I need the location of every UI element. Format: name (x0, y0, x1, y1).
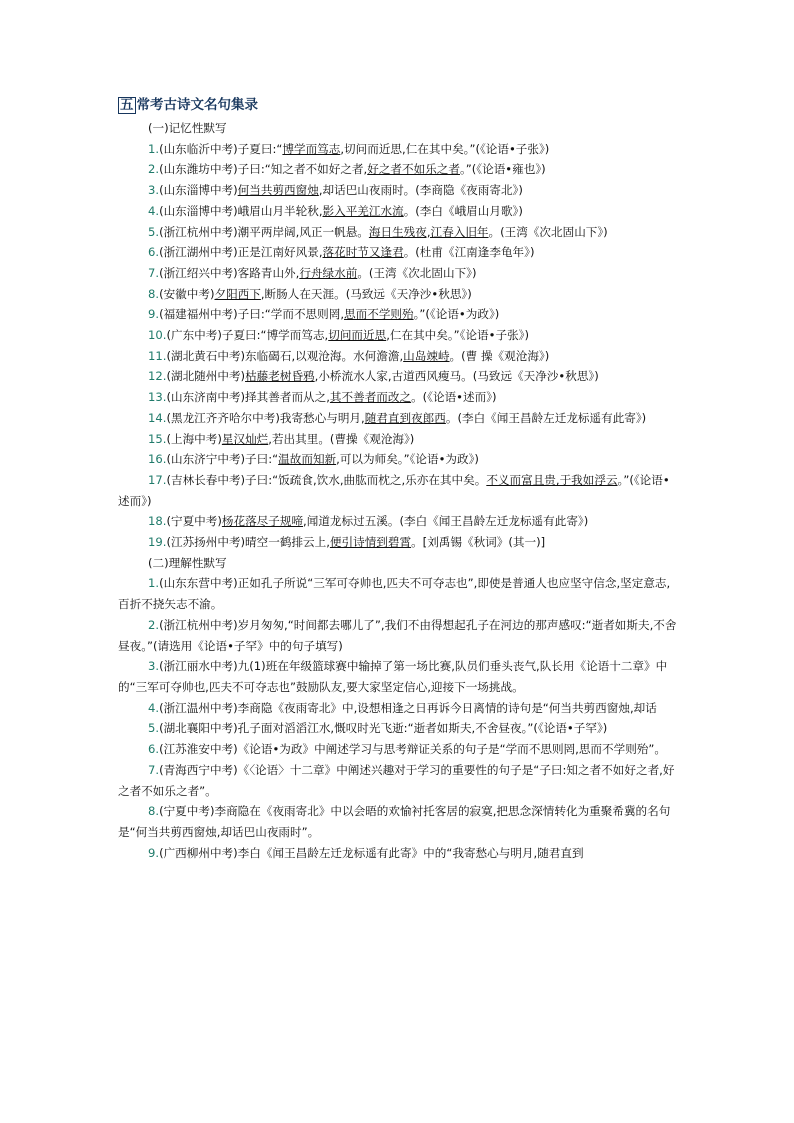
item-answer: 影入平羌江水流 (322, 203, 404, 218)
item-prompt: (湖北随州中考) (166, 369, 246, 384)
item-number: 19. (148, 535, 167, 550)
item-prompt: (山东潍坊中考)子曰:“知之者不如好之者, (159, 162, 368, 177)
understanding-item (118, 698, 680, 719)
item-answer: 好之者不如乐之者 (367, 162, 460, 177)
item-answer: 便引诗情到碧霄 (329, 535, 412, 550)
item-source: ,若出其里。(曹操《观沧海》) (268, 431, 415, 446)
item-answer: 何当共剪西窗烛 (237, 183, 319, 198)
page-title (118, 96, 680, 114)
title-text: 常考古诗文名句集录 (136, 97, 258, 113)
item-prompt: (山东淄博中考) (159, 183, 238, 198)
item-number: 4. (148, 203, 160, 218)
item-prompt: (山东临沂中考)子夏曰:“ (159, 141, 283, 156)
understanding-item (118, 843, 680, 864)
item-answer: 不义而富且贵,于我如浮云 (486, 472, 618, 487)
understanding-item (118, 801, 680, 842)
item-number: 12. (148, 369, 167, 384)
item-number: 2. (148, 162, 160, 177)
item-text: (江苏淮安中考)《论语•为政》中阐述学习与思考辩证关系的句子是“学而不思则罔,思而不学则殆”。 (159, 742, 666, 757)
item-source: ,断肠人在天涯。(马致远《天净沙•秋思》) (260, 286, 472, 301)
item-answer: 星汉灿烂 (221, 431, 269, 446)
item-answer: 随君直到夜郎西 (364, 410, 446, 425)
item-text: (青海西宁中考)《〈论语〉十二章》中阐述兴趣对于学习的重要性的句子是“子曰:知之者不如好之者,好之者不如乐之者”。 (118, 762, 675, 798)
item-number: 8. (148, 804, 160, 819)
item-source: ,小桥流水人家,古道西风瘦马。(马致远《天净沙•秋思》) (314, 369, 599, 384)
item-text: (湖北襄阳中考)孔子面对滔滔江水,慨叹时光飞逝:“逝者如斯夫,不舍昼夜。”(《论语•子罕》) (159, 721, 608, 736)
item-number: 2. (148, 617, 160, 632)
document-page (118, 96, 680, 863)
memory-item (118, 387, 680, 408)
understanding-item (118, 760, 680, 801)
item-number: 8. (148, 286, 160, 301)
memory-item (118, 284, 680, 305)
item-prompt: (湖北黄石中考)东临碣石,以观沧海。水何澹澹, (166, 348, 404, 363)
item-number: 1. (148, 141, 160, 156)
item-number: 9. (148, 845, 160, 860)
item-answer: 其不善者而改之 (329, 390, 412, 405)
understanding-item (118, 739, 680, 760)
item-answer: 切问而近思 (328, 328, 387, 343)
memory-item (118, 180, 680, 201)
item-prompt: (安徽中考) (159, 286, 215, 301)
item-prompt: (江苏扬州中考)晴空一鹤排云上, (166, 535, 330, 550)
item-source: 。”(《论语•为政》) (413, 307, 500, 322)
item-text: (浙江温州中考)李商隐《夜雨寄北》中,设想相逢之日再诉今日离情的诗句是“何当共剪西窗烛,却话 (159, 700, 657, 715)
memory-item (118, 366, 680, 387)
item-source: ,仁在其中矣。”《论语•子张》) (386, 328, 529, 343)
item-number: 4. (148, 700, 160, 715)
item-answer: 温故而知新 (278, 452, 337, 467)
item-prompt: (浙江杭州中考)潮平两岸阔,风正一帆悬。 (159, 224, 369, 239)
understanding-item (118, 573, 680, 614)
memory-item (118, 470, 680, 511)
memory-item (118, 429, 680, 450)
item-source: 。(李白《闻王昌龄左迁龙标遥有此寄》) (445, 410, 647, 425)
memory-item (118, 325, 680, 346)
memory-item (118, 222, 680, 243)
memory-item (118, 532, 680, 553)
item-answer: 落花时节又逢君 (322, 245, 404, 260)
item-number: 18. (148, 514, 167, 529)
item-source: ,却话巴山夜雨时。(李商隐《夜雨寄北》) (318, 183, 523, 198)
item-source: ,可以为师矣。”《论语•为政》) (336, 452, 479, 467)
title-number-box: 五 (120, 97, 134, 113)
item-number: 6. (148, 742, 160, 757)
understanding-item (118, 656, 680, 697)
memory-item (118, 242, 680, 263)
item-number: 10. (148, 328, 167, 343)
item-number: 1. (148, 576, 160, 591)
item-number: 14. (148, 410, 167, 425)
memory-item (118, 408, 680, 429)
item-number: 9. (148, 307, 160, 322)
item-number: 11. (148, 348, 167, 363)
memory-item (118, 304, 680, 325)
item-prompt: (宁夏中考) (166, 514, 222, 529)
item-prompt: (黑龙江齐齐哈尔中考)我寄愁心与明月, (166, 410, 365, 425)
item-answer: 夕阳西下 (214, 286, 261, 301)
item-prompt: (浙江绍兴中考)客路青山外, (159, 265, 300, 280)
memory-item (118, 263, 680, 284)
item-answer: 山岛竦峙 (403, 348, 450, 363)
item-source: ,闻道龙标过五溪。(李白《闻王昌龄左迁龙标遥有此寄》) (303, 514, 589, 529)
item-number: 15. (148, 431, 167, 446)
section-heading-understanding: (二)理解性默写 (148, 555, 227, 570)
understanding-items-list (118, 573, 680, 863)
item-answer: 海日生残夜,江春入旧年 (368, 224, 489, 239)
memory-item (118, 511, 680, 532)
item-source: 。”(《论语•述而》) (118, 472, 670, 508)
memory-items-list (118, 139, 680, 553)
item-prompt: (山东济宁中考)子曰:“ (166, 452, 279, 467)
item-number: 7. (148, 265, 160, 280)
memory-item (118, 201, 680, 222)
item-source: 。(李白《峨眉山月歌》) (403, 203, 523, 218)
item-number: 5. (148, 721, 160, 736)
item-answer: 枯藤老树昏鸦 (245, 369, 315, 384)
memory-item (118, 346, 680, 367)
item-number: 16. (148, 452, 167, 467)
item-source: 。(王湾《次北固山下》) (488, 224, 608, 239)
item-prompt: (山东淄博中考)峨眉山月半轮秋, (159, 203, 323, 218)
memory-item (118, 139, 680, 160)
item-number: 3. (148, 183, 160, 198)
item-number: 5. (148, 224, 160, 239)
item-text: (广西柳州中考)李白《闻王昌龄左迁龙标遥有此寄》中的“我寄愁心与明月,随君直到 (159, 845, 584, 860)
item-text: (山东东营中考)正如孔子所说“三军可夺帅也,匹夫不可夺志也”,即使是普通人也应坚守信念,坚定意志,百折不挠矢志不渝。 (118, 576, 671, 612)
item-prompt: (广东中考)子夏曰:“博学而笃志, (166, 328, 329, 343)
item-text: (浙江杭州中考)岁月匆匆,“时间都去哪儿了”,我们不由得想起孔子在河边的那声感叹:“逝者如斯夫,不舍昼夜。”(请选用《论语•子罕》中的句子填写) (118, 617, 677, 653)
memory-item (118, 449, 680, 470)
item-prompt: (吉林长春中考)子曰:“饭疏食,饮水,曲肱而枕之,乐亦在其中矣。 (166, 472, 487, 487)
item-source: 。(杜甫《江南逢李龟年》) (403, 245, 535, 260)
item-source: 。[刘禹锡《秋词》(其一)] (411, 535, 546, 550)
item-number: 6. (148, 245, 160, 260)
item-answer: 杨花落尽子规啼 (221, 514, 304, 529)
understanding-item (118, 615, 680, 656)
item-source: ,切问而近思,仁在其中矣。”(《论语•子张》) (340, 141, 550, 156)
section-heading-memory: (一)记忆性默写 (148, 121, 227, 135)
item-source: 。(《论语•述而》) (411, 390, 497, 405)
item-text: (宁夏中考)李商隐在《夜雨寄北》中以会晤的欢愉衬托客居的寂寞,把思念深情转化为重聚希冀的名句是“何当共剪西窗烛,却话巴山夜雨时”。 (118, 804, 671, 839)
item-answer: 博学而笃志 (282, 141, 341, 156)
item-number: 13. (148, 390, 167, 405)
item-number: 3. (148, 659, 160, 674)
item-source: 。(王湾《次北固山下》) (357, 265, 477, 280)
item-answer: 行舟绿水前 (299, 265, 358, 280)
item-source: 。(曹 操《观沧海》) (449, 348, 550, 363)
item-prompt: (山东济南中考)择其善者而从之, (166, 390, 330, 405)
item-prompt: (上海中考) (166, 431, 222, 446)
item-prompt: (浙江湖州中考)正是江南好风景, (159, 245, 323, 260)
item-number: 7. (148, 762, 160, 777)
item-answer: 思而不学则殆 (344, 307, 414, 322)
item-text: (浙江丽水中考)九(1)班在年级篮球赛中输掉了第一场比赛,队员们垂头丧气,队长用《论语十二章》中的“三军可夺帅也,匹夫不可夺志也”鼓励队友,要大家坚定信心,迎接下一场挑战。 (118, 659, 668, 694)
understanding-item (118, 718, 680, 739)
item-source: 。”(《论语•雍也》) (459, 162, 546, 177)
memory-item (118, 159, 680, 180)
item-number: 17. (148, 472, 167, 487)
item-prompt: (福建福州中考)子曰:“学而不思则罔, (159, 307, 345, 322)
